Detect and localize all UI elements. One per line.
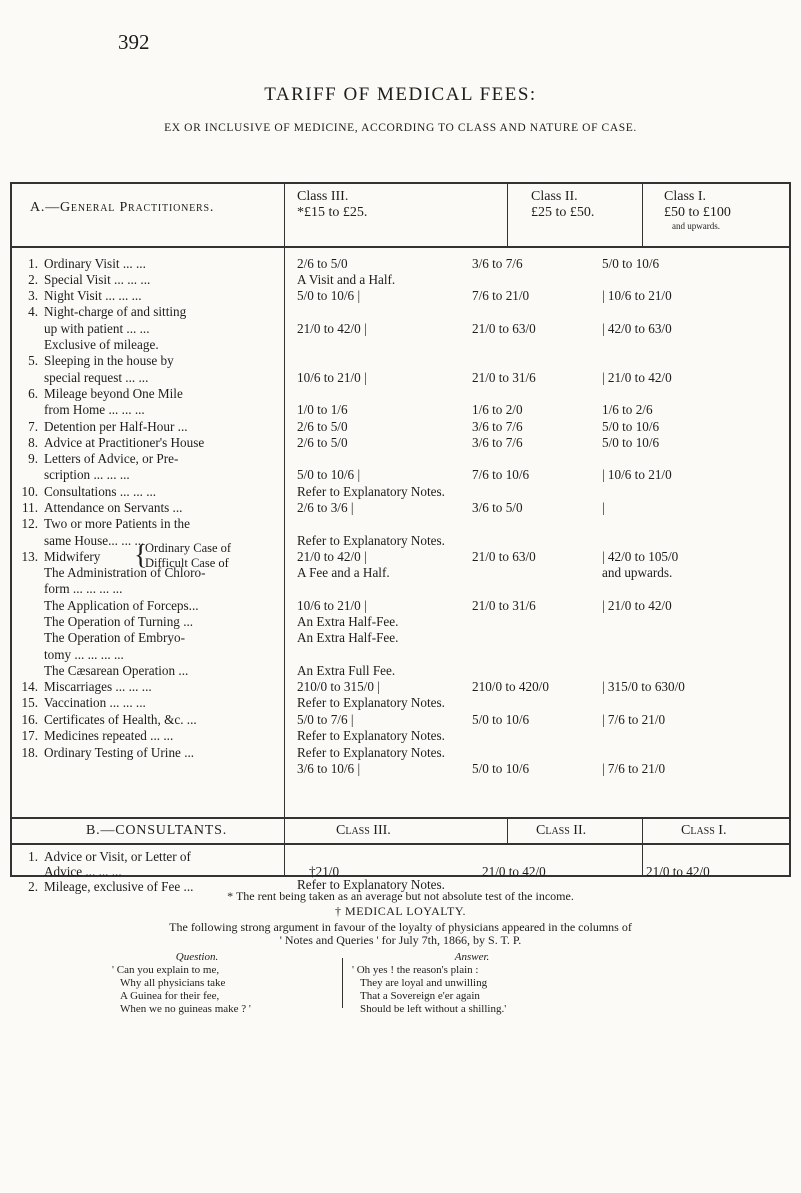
footnote-intro-1: The following strong argument in favour of the loyalty of physicians appeared in the columns of [169, 920, 632, 934]
row-span-note: An Extra Half-Fee. [297, 630, 399, 645]
row-label: Special Visit ... ... ... [44, 272, 151, 287]
header-bottom-rule [10, 246, 790, 248]
class3-fee: 5/0 to 7/6 | [297, 712, 354, 727]
row-number: 6. [28, 386, 38, 401]
row-label: Mileage, exclusive of Fee ... [44, 879, 194, 894]
class3-fee: 5/0 to 10/6 | [297, 467, 361, 482]
row-label: Mileage beyond One Mile [44, 386, 183, 401]
b-class1-header: Class I. [681, 823, 727, 838]
poem-answer-line: They are loyal and unwilling [360, 977, 488, 989]
class3-fee: 10/6 to 21/0 | [297, 370, 367, 385]
class2-fee: 3/6 to 5/0 [472, 500, 523, 515]
class1-name: Class I. [664, 189, 706, 204]
midwifery-bracket: { [134, 540, 148, 571]
class3-fee: 2/6 to 5/0 [297, 256, 348, 271]
section-b-heading: B.—CONSULTANTS. [86, 823, 228, 838]
row-label: The Operation of Embryo- [44, 630, 185, 645]
class1-fee: 1/6 to 2/6 [602, 402, 653, 417]
class3-fee: 21/0 to 42/0 | [297, 549, 367, 564]
class3-range: *£15 to £25. [297, 205, 368, 220]
row-label: up with patient ... ... [44, 321, 150, 336]
class1-fee: 5/0 to 10/6 [602, 435, 660, 450]
class2-column-rule-header [642, 182, 643, 248]
row-span-note: Refer to Explanatory Notes. [297, 484, 445, 499]
footnote-intro-2: ' Notes and Queries ' for July 7th, 1866, by S. T. P. [279, 933, 522, 947]
class2-fee: 1/6 to 2/0 [472, 402, 523, 417]
poem-answer-line: That a Sovereign e'er again [360, 990, 480, 1002]
label-column-rule [284, 182, 285, 877]
poem-answer-line: Should be left without a shilling.' [360, 1003, 507, 1015]
page-number: 392 [118, 30, 150, 54]
row-label: from Home ... ... ... [44, 402, 145, 417]
table-right-rule [789, 182, 791, 877]
class3-fee: †21/0 [309, 864, 340, 879]
row-number: 18. [21, 745, 38, 760]
row-number: 8. [28, 435, 38, 450]
footnote-dagger: † MEDICAL LOYALTY. [335, 904, 466, 918]
class1-fee: | 42/0 to 105/0 [602, 549, 679, 564]
row-label: same House... ... ... [44, 533, 145, 548]
poem-question-line: ' Can you explain to me, [112, 964, 220, 976]
row-label: Exclusive of mileage. [44, 337, 159, 352]
table-left-rule [10, 182, 12, 877]
class2-fee: 21/0 to 31/6 [472, 370, 536, 385]
row-label: The Application of Forceps... [44, 598, 199, 613]
row-number: 10. [21, 484, 38, 499]
row-label: Vaccination ... ... ... [44, 695, 146, 710]
b-class3-rule [507, 818, 508, 843]
row-number: 12. [21, 516, 38, 531]
row-number: 2. [28, 272, 38, 287]
class2-fee: 21/0 to 42/0 [482, 864, 546, 879]
class1-fee: 21/0 to 42/0 [646, 864, 710, 879]
class1-header [664, 189, 731, 231]
footnote-star: * The rent being taken as an average but not absolute test of the income. [227, 889, 574, 903]
class3-name: Class III. [297, 189, 349, 204]
row-number: 1. [28, 849, 38, 864]
poem-divider [342, 958, 343, 1008]
row-number: 14. [21, 679, 38, 694]
row-span-note: Refer to Explanatory Notes. [297, 695, 445, 710]
class3-fee: 1/0 to 1/6 [297, 402, 348, 417]
class2-name: Class II. [531, 189, 578, 204]
row-number: 7. [28, 419, 38, 434]
row-label: form ... ... ... ... [44, 581, 123, 596]
section-b-header-rule [10, 843, 790, 845]
section-a-bottom-rule [10, 817, 790, 819]
row-label: scription ... ... ... [44, 467, 130, 482]
b-class2-header: Class II. [536, 823, 587, 838]
row-label: The Cæsarean Operation ... [44, 663, 189, 678]
class3-fee: 2/6 to 5/0 [297, 419, 348, 434]
row-span-note: Refer to Explanatory Notes. [297, 745, 445, 760]
class2-fee: 3/6 to 7/6 [472, 435, 523, 450]
row-span-note: Refer to Explanatory Notes. [297, 877, 445, 892]
row-span-note: Refer to Explanatory Notes. [297, 533, 445, 548]
class1-fee: 5/0 to 10/6 [602, 419, 660, 434]
row-label: Midwifery [44, 549, 101, 564]
row-span-note: A Fee and a Half. [297, 565, 390, 580]
class2-fee: 3/6 to 7/6 [472, 419, 523, 434]
row-label: Night Visit ... ... ... [44, 288, 142, 303]
class3-column-rule-header [507, 182, 508, 248]
row-label: Advice or Visit, or Letter of [44, 849, 191, 864]
class1-note: and upwards. [672, 221, 720, 231]
poem-question-heading: Question. [175, 951, 219, 963]
row-number: 13. [21, 549, 38, 564]
row-label: Letters of Advice, or Pre- [44, 451, 179, 466]
row-label: Miscarriages ... ... ... [44, 679, 152, 694]
row-label: Two or more Patients in the [44, 516, 190, 531]
row-label: Advice at Practitioner's House [44, 435, 205, 450]
page-title: TARIFF OF MEDICAL FEES: [264, 84, 537, 105]
midwifery-difficult-label: Difficult Case of [145, 556, 229, 570]
class3-fee: 5/0 to 10/6 | [297, 288, 361, 303]
row-label: Medicines repeated ... ... [44, 728, 174, 743]
class2-fee: 21/0 to 31/6 [472, 598, 536, 613]
class2-fee: 210/0 to 420/0 [472, 679, 549, 694]
class1-fee: | 21/0 to 42/0 [602, 370, 672, 385]
poem-question-line: When we no guineas make ? ' [120, 1003, 251, 1015]
row-number: 11. [22, 500, 38, 515]
class3-fee: 3/6 to 10/6 | [297, 761, 361, 776]
class3-header [297, 189, 367, 221]
class1-range: £50 to £100 [664, 205, 731, 220]
class2-range: £25 to £50. [531, 205, 595, 220]
class1-fee: | 10/6 to 21/0 [602, 467, 672, 482]
midwifery-ordinary-label: Ordinary Case of [145, 541, 232, 555]
class3-fee: 2/6 to 5/0 [297, 435, 348, 450]
row-label: Detention per Half-Hour ... [44, 419, 188, 434]
row-number: 5. [28, 353, 38, 368]
class2-fee: 7/6 to 10/6 [472, 467, 530, 482]
class1-fee: | 7/6 to 21/0 [602, 761, 666, 776]
row-number: 3. [28, 288, 38, 303]
class2-fee: 7/6 to 21/0 [472, 288, 530, 303]
row-label: Ordinary Visit ... ... [44, 256, 146, 271]
poem-question-line: Why all physicians take [120, 977, 226, 989]
row-number: 1. [28, 256, 38, 271]
row-label: Certificates of Health, &c. ... [44, 712, 197, 727]
row-label: special request ... ... [44, 370, 149, 385]
row-span-note: A Visit and a Half. [297, 272, 396, 287]
class1-fee: | [602, 500, 605, 515]
row-span-note: Refer to Explanatory Notes. [297, 728, 445, 743]
row-number: 17. [21, 728, 38, 743]
row-label: Sleeping in the house by [44, 353, 174, 368]
class3-fee: 2/6 to 3/6 | [297, 500, 354, 515]
table-top-rule [10, 182, 790, 184]
row-number: 16. [21, 712, 38, 727]
class1-fee: | 10/6 to 21/0 [602, 288, 672, 303]
row-label: The Administration of Chloro- [44, 565, 206, 580]
b-class2-rule [642, 818, 643, 875]
poem-question-line: A Guinea for their fee, [120, 990, 220, 1002]
row-label: Ordinary Testing of Urine ... [44, 745, 195, 760]
class3-fee: 10/6 to 21/0 | [297, 598, 367, 613]
class3-fee: 210/0 to 315/0 | [297, 679, 380, 694]
row-number: 15. [21, 695, 38, 710]
class3-fee: 21/0 to 42/0 | [297, 321, 367, 336]
class2-fee: 3/6 to 7/6 [472, 256, 523, 271]
row-span-note: An Extra Full Fee. [297, 663, 396, 678]
row-label: Consultations ... ... ... [44, 484, 157, 499]
class2-header [531, 189, 594, 221]
class2-fee: 21/0 to 63/0 [472, 321, 536, 336]
class2-fee: 21/0 to 63/0 [472, 549, 536, 564]
row-label: Attendance on Servants ... [44, 500, 183, 515]
class1-fee: 5/0 to 10/6 [602, 256, 660, 271]
row-label: The Operation of Turning ... [44, 614, 194, 629]
section-a-heading: A.—General Practitioners. [30, 200, 215, 215]
row-label: Advice ... ... ... [44, 864, 122, 879]
class1-fee: | 315/0 to 630/0 [602, 679, 685, 694]
row-number: 2. [28, 879, 38, 894]
row-number: 4. [28, 304, 38, 319]
class1-fee: | 21/0 to 42/0 [602, 598, 672, 613]
row-label: Night-charge of and sitting [44, 304, 187, 319]
class2-fee: 5/0 to 10/6 [472, 712, 530, 727]
class1-fee: | 7/6 to 21/0 [602, 712, 666, 727]
row-number: 9. [28, 451, 38, 466]
row-label: tomy ... ... ... ... [44, 647, 124, 662]
row-span-note: An Extra Half-Fee. [297, 614, 399, 629]
poem-answer-line: ' Oh yes ! the reason's plain : [352, 964, 479, 976]
poem-question [112, 951, 282, 1016]
poem-answer-heading: Answer. [454, 951, 490, 963]
class2-fee: 5/0 to 10/6 [472, 761, 530, 776]
class1-fee: | 42/0 to 63/0 [602, 321, 672, 336]
page-subtitle: EX OR INCLUSIVE OF MEDICINE, ACCORDING TO CLASS AND NATURE OF CASE. [164, 122, 637, 134]
class1-fee: and upwards. [602, 565, 673, 580]
poem-answer [352, 951, 592, 1016]
b-class3-header: Class III. [336, 823, 391, 838]
